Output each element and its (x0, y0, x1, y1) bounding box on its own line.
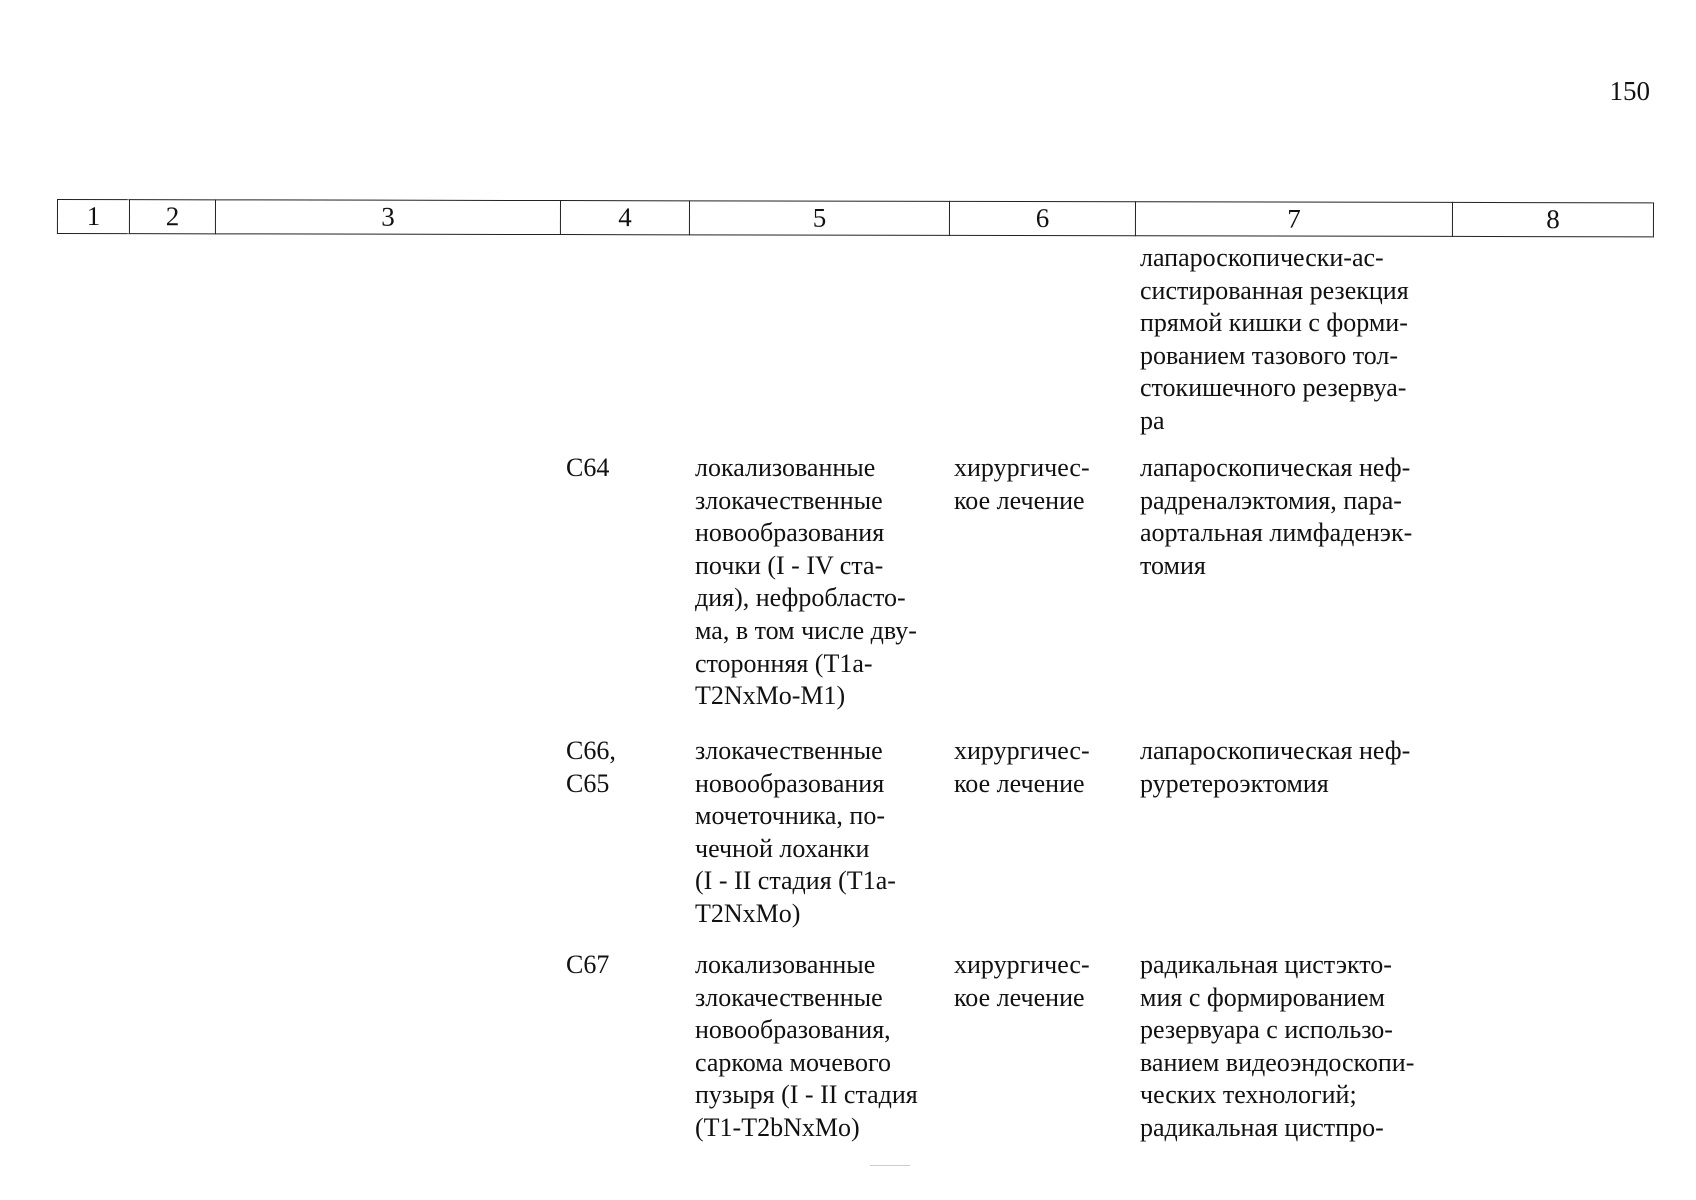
column-number-3: 3 (215, 200, 560, 235)
row-1-treatment: хирургичес- кое лечение (954, 453, 1090, 515)
row-1-method: лапароскопическая неф- радреналэктомия, пара- аортальная лимфаденэк- томия (1140, 453, 1413, 580)
column-header-row (57, 199, 1654, 237)
column-number-4: 4 (560, 201, 689, 235)
row-2-code: C66, C65 (566, 736, 616, 798)
row-2-diagnosis: злокачественные новообразования мочеточника, по- чечной лоханки (I - II стадия (T1a- T2NxMo) (695, 736, 896, 928)
row-3-method: радикальная цистэкто- мия с формированием резервуара с использо- ванием видеоэндоскопи- ческих технологий; радикальная цистпро- (1140, 950, 1415, 1142)
row-2-treatment: хирургичес- кое лечение (954, 736, 1090, 798)
row-3-treatment: хирургичес- кое лечение (954, 950, 1090, 1012)
column-number-7: 7 (1135, 202, 1452, 237)
page-number: 150 (1609, 76, 1650, 106)
row-1-diagnosis: локализованные злокачественные новообразования почки (I - IV ста- дия), нефробласто- ма, в том числе дву- сторонняя (T1a- T2NxMo-M1) (695, 453, 917, 711)
column-number-2: 2 (129, 200, 215, 234)
column-number-6: 6 (949, 201, 1135, 235)
row-3-diagnosis: локализованные злокачественные новообразования, саркома мочевого пузыря (I - II стадия (T1-T2bNxMo) (695, 950, 918, 1142)
row-0-method: лапароскопически-ас- систированная резекция прямой кишки с форми- рованием тазового тол- стокишечного резервуа- ра (1140, 243, 1409, 435)
column-number-1: 1 (57, 200, 129, 234)
column-number-5: 5 (689, 201, 949, 236)
row-1-code: C64 (566, 453, 610, 482)
column-number-8: 8 (1452, 202, 1653, 236)
scan-artifact (870, 1165, 910, 1166)
row-2-method: лапароскопическая неф- руретероэктомия (1140, 736, 1411, 798)
row-3-code: C67 (566, 950, 610, 979)
